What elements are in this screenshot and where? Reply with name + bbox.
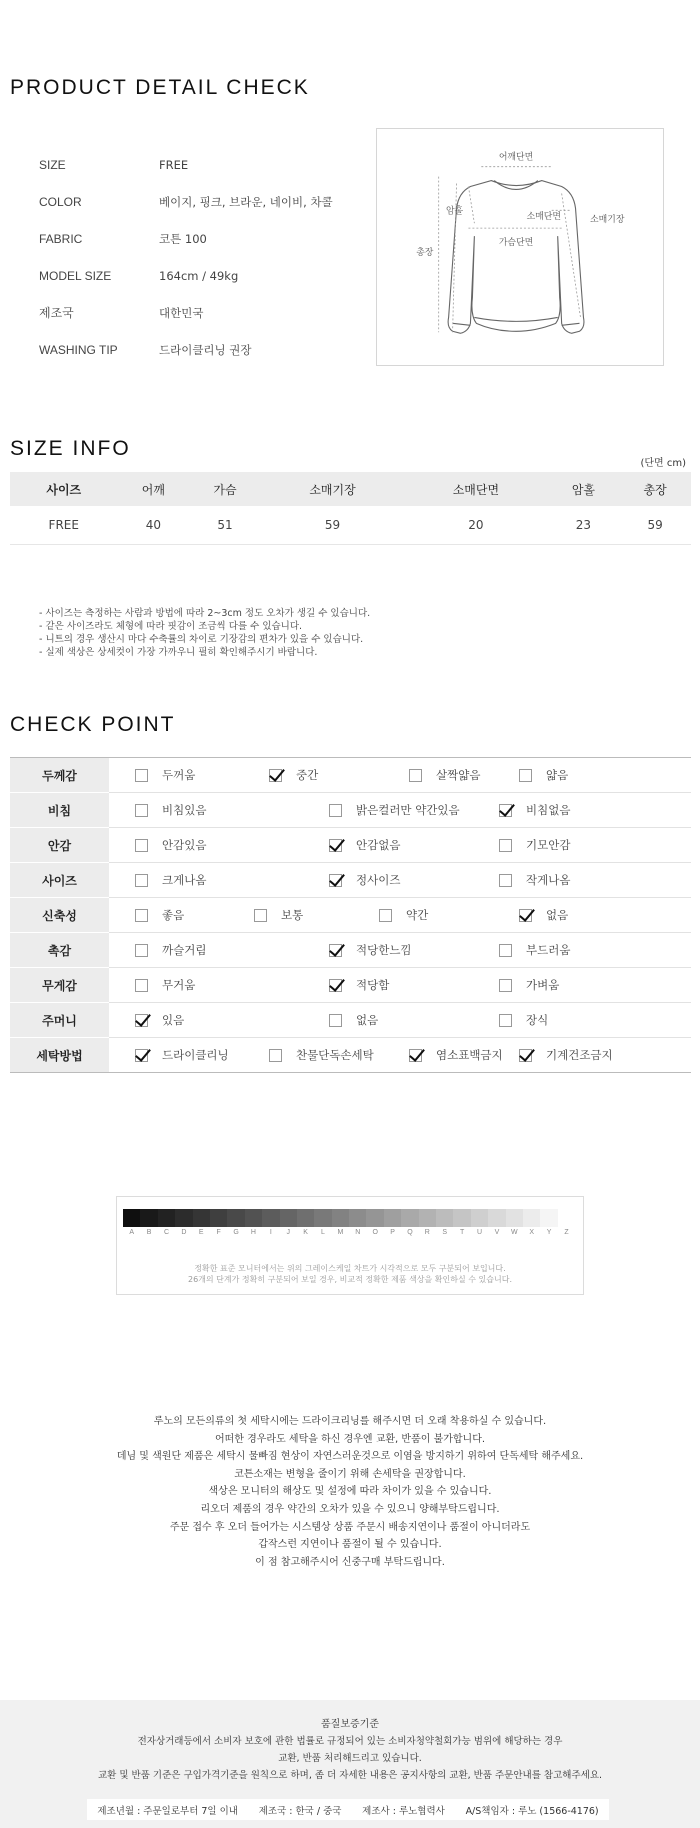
spec-row	[39, 220, 359, 257]
size-header: 암홀	[548, 472, 620, 506]
check-option[interactable]	[499, 837, 570, 853]
check-option[interactable]	[329, 942, 412, 958]
checkbox-icon[interactable]	[269, 1049, 282, 1062]
spec-value: 드라이클리닝 권장	[159, 342, 252, 357]
gray-letter: O	[372, 1229, 378, 1236]
checked-box-icon[interactable]	[519, 1049, 532, 1062]
checkbox-icon[interactable]	[135, 839, 148, 852]
gray-letter: Z	[564, 1229, 569, 1236]
check-options	[109, 793, 691, 828]
gray-swatch	[297, 1209, 314, 1227]
gray-letter: M	[337, 1229, 344, 1236]
gray-swatch	[488, 1209, 505, 1227]
footer-info: 제조국 : 한국 / 중국	[258, 1805, 342, 1817]
size-cell: 59	[261, 506, 404, 544]
gray-swatch	[471, 1209, 488, 1227]
check-option[interactable]	[329, 872, 400, 888]
check-option-label: 드라이클리닝	[162, 1048, 229, 1062]
note-line: - 같은 사이즈라도 체형에 따라 핏감이 조금씩 다를 수 있습니다.	[39, 621, 303, 632]
gray-letter: I	[269, 1229, 272, 1236]
check-option[interactable]	[499, 1012, 548, 1028]
check-option-label: 기계건조금지	[546, 1048, 613, 1062]
gray-swatch	[280, 1209, 297, 1227]
gray-swatch	[245, 1209, 262, 1227]
check-option[interactable]	[269, 1047, 374, 1063]
check-options	[109, 898, 691, 933]
spec-row	[39, 331, 359, 368]
check-option-label: 없음	[356, 1013, 379, 1027]
footer-body	[0, 1733, 700, 1784]
gray-letter: D	[181, 1229, 187, 1236]
label-shoulder: 어깨단면	[498, 152, 534, 163]
check-option-label: 부드러움	[526, 943, 571, 957]
gray-swatch	[262, 1209, 279, 1227]
check-row-label: 사이즈	[10, 863, 109, 898]
gray-letter: G	[233, 1229, 239, 1236]
check-option[interactable]	[499, 872, 570, 888]
check-option-label: 좋음	[162, 908, 185, 922]
checked-box-icon[interactable]	[329, 839, 342, 852]
gray-swatch	[419, 1209, 436, 1227]
footer-info: 제조년월 : 주문일로부터 7일 이내	[97, 1805, 238, 1817]
gray-letter: S	[442, 1229, 448, 1236]
check-option[interactable]	[329, 837, 400, 853]
care-line: 루노의 모든의류의 첫 세탁시에는 드라이크리닝를 해주시면 더 오래 착용하실 수 있습니다.	[153, 1416, 547, 1427]
check-option[interactable]	[329, 802, 460, 818]
checked-box-icon[interactable]	[269, 769, 282, 782]
checked-box-icon[interactable]	[135, 1014, 148, 1027]
gray-letter: Y	[546, 1229, 552, 1236]
size-header: 소매기장	[261, 472, 404, 506]
check-option[interactable]	[379, 907, 428, 923]
checkbox-icon[interactable]	[135, 874, 148, 887]
size-header: 가슴	[189, 472, 261, 506]
gray-swatch	[401, 1209, 418, 1227]
spec-row	[39, 294, 359, 331]
check-option[interactable]	[519, 1047, 613, 1063]
care-line: 데님 및 색원단 제품은 세탁시 물빠짐 현상이 자연스러운것으로 이염을 방지하기 위하여 단독세탁 해주세요.	[116, 1451, 584, 1463]
label-sleeve-length: 소매기장	[590, 215, 625, 226]
check-option[interactable]	[519, 767, 568, 783]
check-option[interactable]	[269, 767, 318, 783]
checkbox-icon[interactable]	[135, 909, 148, 922]
gray-swatch	[123, 1209, 140, 1227]
checkbox-icon[interactable]	[135, 944, 148, 957]
checkbox-icon[interactable]	[135, 979, 148, 992]
checkbox-icon[interactable]	[499, 944, 512, 957]
footer-line: 전자상거래등에서 소비자 보호에 관한 법률로 규정되어 있는 소비자청약철회가능 범위에 해당하는 경우	[137, 1736, 563, 1747]
check-option-label: 안감없음	[356, 838, 401, 852]
note-line: - 사이즈는 측정하는 사람과 방법에 따라 2~3cm 정도 오차가 생길 수 있습니다.	[39, 608, 371, 619]
gray-letter: V	[494, 1229, 500, 1236]
gray-swatch	[227, 1209, 244, 1227]
table-row	[10, 506, 691, 544]
quality-footer	[0, 1700, 700, 1828]
gray-swatch	[436, 1209, 453, 1227]
check-option[interactable]	[519, 907, 568, 923]
check-option-label: 기모안감	[526, 838, 571, 852]
check-option-label: 장식	[526, 1013, 549, 1027]
check-point-title: CHECK POINT	[10, 713, 176, 736]
checkbox-icon[interactable]	[379, 909, 392, 922]
gray-swatch	[540, 1209, 557, 1227]
spec-key: MODEL SIZE	[39, 268, 112, 283]
spec-key: 제조국	[39, 306, 74, 320]
check-options	[109, 1003, 691, 1038]
care-notice	[0, 1413, 700, 1571]
size-header: 소매단면	[404, 472, 547, 506]
check-row	[10, 828, 691, 863]
size-cell: 40	[118, 506, 190, 544]
check-table	[10, 757, 691, 1073]
check-option-label: 밝은컬러만 약간있음	[356, 803, 460, 817]
gray-letter: T	[459, 1229, 465, 1236]
grayscale-note-line: 26개의 단계가 정확히 구분되어 보일 경우, 비교적 정확한 제품 색상을 확인하실 수 있습니다.	[188, 1275, 512, 1284]
check-option[interactable]	[135, 837, 206, 853]
size-header: 사이즈	[10, 472, 118, 506]
gray-letter: C	[163, 1229, 169, 1236]
check-option[interactable]	[135, 767, 195, 783]
gray-letter: U	[476, 1229, 483, 1236]
gray-swatch	[506, 1209, 523, 1227]
size-table	[10, 472, 691, 545]
gray-swatch	[366, 1209, 383, 1227]
garment-measure-diagram	[376, 128, 664, 366]
gray-letter: L	[321, 1229, 325, 1236]
spec-row	[39, 183, 359, 220]
check-option-label: 얇음	[546, 768, 569, 782]
gray-letter: N	[355, 1229, 361, 1236]
check-options	[109, 933, 691, 968]
check-row	[10, 1003, 691, 1038]
checkbox-icon[interactable]	[254, 909, 267, 922]
gray-letter: Q	[407, 1229, 413, 1236]
grayscale-chart	[116, 1196, 584, 1295]
checked-box-icon[interactable]	[329, 874, 342, 887]
size-cell: FREE	[10, 506, 118, 544]
care-line: 이 점 참고해주시어 신중구매 부탁드립니다.	[255, 1556, 445, 1568]
size-header-row	[10, 472, 691, 506]
check-option[interactable]	[135, 977, 195, 993]
gray-letter: F	[216, 1229, 221, 1236]
checked-box-icon[interactable]	[499, 804, 512, 817]
label-length: 총장	[416, 247, 434, 258]
checkbox-icon[interactable]	[499, 874, 512, 887]
care-line: 주문 접수 후 오더 들어가는 시스템상 상품 주문시 배송지연이나 품절이 아니더라도	[169, 1521, 531, 1533]
check-option[interactable]	[499, 942, 570, 958]
check-row-label: 두께감	[10, 758, 109, 793]
check-option-label: 보통	[281, 908, 304, 922]
check-row	[10, 793, 691, 828]
size-cell: 59	[619, 506, 691, 544]
check-option[interactable]	[254, 907, 303, 923]
gray-swatch	[175, 1209, 192, 1227]
check-option[interactable]	[409, 1047, 503, 1063]
checkbox-icon[interactable]	[519, 769, 532, 782]
spec-value: 대한민국	[159, 305, 204, 320]
gray-swatch	[332, 1209, 349, 1227]
spec-key: COLOR	[39, 194, 82, 209]
check-option-label: 가벼움	[526, 978, 560, 992]
spec-value: 코튼 100	[159, 231, 207, 246]
check-option-label: 염소표백금지	[436, 1048, 503, 1062]
check-row-label: 주머니	[10, 1003, 109, 1038]
gray-letter: P	[390, 1229, 395, 1236]
footer-title: 품질보증기준	[321, 1719, 379, 1730]
checkbox-icon[interactable]	[135, 769, 148, 782]
checked-box-icon[interactable]	[409, 1049, 422, 1062]
size-cell: 20	[404, 506, 547, 544]
check-option[interactable]	[135, 942, 206, 958]
care-line: 코튼소재는 변형을 줄이기 위해 손세탁을 권장합니다.	[234, 1468, 466, 1480]
checkbox-icon[interactable]	[499, 1014, 512, 1027]
footer-info: A/S책임자 : 루노 (1566-4176)	[465, 1805, 599, 1817]
size-notes	[39, 607, 370, 659]
check-option[interactable]	[135, 1012, 184, 1028]
checkbox-icon[interactable]	[329, 804, 342, 817]
grayscale-letters	[123, 1229, 575, 1236]
check-row-label: 안감	[10, 828, 109, 863]
gray-swatch	[314, 1209, 331, 1227]
sweater-outline-icon	[377, 129, 663, 365]
label-sleeve-width: 소매단면	[526, 212, 562, 223]
check-options	[109, 758, 691, 793]
checkbox-icon[interactable]	[409, 769, 422, 782]
spec-key: WASHING TIP	[39, 342, 118, 357]
care-line: 어떠한 경우라도 세탁을 하신 경우엔 교환, 반품이 불가합니다.	[214, 1433, 486, 1445]
check-option[interactable]	[135, 1047, 229, 1063]
gray-swatch	[349, 1209, 366, 1227]
check-row-label: 신축성	[10, 898, 109, 933]
gray-letter: K	[303, 1229, 308, 1236]
check-option-label: 두꺼움	[162, 768, 196, 782]
check-option-label: 비침없음	[526, 803, 571, 817]
check-option-label: 찬물단독손세탁	[296, 1048, 374, 1062]
size-header: 총장	[619, 472, 691, 506]
check-row	[10, 863, 691, 898]
check-row	[10, 933, 691, 968]
check-option[interactable]	[135, 802, 206, 818]
size-cell: 51	[189, 506, 261, 544]
gray-letter: H	[250, 1229, 256, 1236]
check-row	[10, 758, 691, 793]
check-row-label: 세탁방법	[10, 1038, 109, 1073]
check-option-label: 정사이즈	[356, 873, 401, 887]
gray-letter: E	[198, 1229, 204, 1236]
check-option-label: 크게나옴	[162, 873, 207, 887]
check-option[interactable]	[329, 1012, 378, 1028]
spec-key: FABRIC	[39, 231, 83, 246]
gray-letter: J	[286, 1229, 290, 1236]
spec-row	[39, 146, 359, 183]
check-options	[109, 828, 691, 863]
check-option-label: 무거움	[162, 978, 196, 992]
checked-box-icon[interactable]	[519, 909, 532, 922]
check-option-label: 약간	[406, 908, 429, 922]
check-option[interactable]	[499, 977, 559, 993]
gray-letter: A	[129, 1229, 135, 1236]
check-row-label: 무게감	[10, 968, 109, 1003]
footer-info: 제조사 : 루노협력사	[362, 1805, 445, 1817]
footer-info-bar	[87, 1799, 609, 1820]
grayscale-note	[117, 1263, 583, 1285]
gray-swatch	[210, 1209, 227, 1227]
footer-line: 교환 및 반품 기준은 구입가격기준을 원칙으로 하며, 좀 더 자세한 내용은 공지사항의 교환, 반품 주문안내를 참고해주세요.	[97, 1770, 603, 1781]
check-row	[10, 898, 691, 933]
footer-line: 교환, 반품 처리해드리고 있습니다.	[278, 1753, 422, 1764]
gray-swatch	[140, 1209, 157, 1227]
check-option[interactable]	[499, 802, 570, 818]
check-options	[109, 1038, 691, 1073]
care-line: 갑작스런 지연이나 품절이 될 수 있습니다.	[258, 1539, 442, 1551]
care-line: 리오더 제품의 경우 약간의 오차가 있을 수 있으니 양해부탁드립니다.	[200, 1503, 500, 1515]
checkbox-icon[interactable]	[499, 839, 512, 852]
gray-swatch	[193, 1209, 210, 1227]
size-info-title: SIZE INFO	[10, 437, 131, 460]
checked-box-icon[interactable]	[329, 979, 342, 992]
spec-row	[39, 257, 359, 294]
checkbox-icon[interactable]	[499, 979, 512, 992]
check-option-label: 까슬거림	[162, 943, 207, 957]
grayscale-note-line: 정확한 표준 모니터에서는 위의 그레이스케일 차트가 시각적으로 모두 구분되어 보입니다.	[194, 1264, 506, 1273]
check-row-label: 비침	[10, 793, 109, 828]
gray-letter: B	[146, 1229, 152, 1236]
check-option-label: 비침있음	[162, 803, 207, 817]
check-option-label: 중간	[296, 768, 319, 782]
gray-letter: X	[529, 1229, 535, 1236]
gray-swatch	[158, 1209, 175, 1227]
grayscale-strip	[123, 1209, 575, 1227]
check-row	[10, 1038, 691, 1073]
check-option-label: 없음	[546, 908, 569, 922]
check-option-label: 적당함	[356, 978, 390, 992]
check-row-label: 촉감	[10, 933, 109, 968]
check-option-label: 살짝얇음	[436, 768, 481, 782]
gray-swatch	[453, 1209, 470, 1227]
size-cell: 23	[548, 506, 620, 544]
spec-value: 164cm / 49kg	[159, 268, 239, 283]
check-option-label: 있음	[162, 1013, 185, 1027]
detail-title: PRODUCT DETAIL CHECK	[10, 76, 310, 99]
checked-box-icon[interactable]	[135, 1049, 148, 1062]
check-option-label: 안감있음	[162, 838, 207, 852]
gray-letter: R	[424, 1229, 430, 1236]
spec-value: 베이지, 핑크, 브라운, 네이비, 차콜	[159, 194, 333, 209]
spec-value: FREE	[159, 157, 189, 172]
label-armhole: 암홀	[445, 206, 464, 217]
check-options	[109, 863, 691, 898]
check-option[interactable]	[135, 872, 206, 888]
gray-letter: W	[510, 1229, 518, 1236]
note-line: - 니트의 경우 생산시 마다 수축률의 차이로 기장감의 편차가 있을 수 있습니다.	[39, 634, 364, 645]
gray-swatch	[558, 1209, 575, 1227]
size-header: 어깨	[118, 472, 190, 506]
check-options	[109, 968, 691, 1003]
spec-list	[39, 146, 359, 368]
check-option-label: 작게나옴	[526, 873, 571, 887]
check-option[interactable]	[329, 977, 389, 993]
label-chest: 가슴단면	[498, 238, 534, 249]
gray-swatch	[384, 1209, 401, 1227]
spec-key: SIZE	[39, 157, 66, 172]
note-line: - 실제 색상은 상세컷이 가장 가까우니 필히 확인해주시기 바랍니다.	[39, 647, 318, 658]
gray-swatch	[523, 1209, 540, 1227]
check-option[interactable]	[409, 767, 480, 783]
checkbox-icon[interactable]	[329, 1014, 342, 1027]
care-line: 색상은 모니터의 해상도 및 설정에 따라 차이가 있을 수 있습니다.	[208, 1486, 492, 1498]
checkbox-icon[interactable]	[135, 804, 148, 817]
unit-label: (단면 cm)	[640, 458, 686, 469]
check-option-label: 적당한느낌	[356, 943, 412, 957]
checked-box-icon[interactable]	[329, 944, 342, 957]
check-option[interactable]	[135, 907, 184, 923]
check-row	[10, 968, 691, 1003]
